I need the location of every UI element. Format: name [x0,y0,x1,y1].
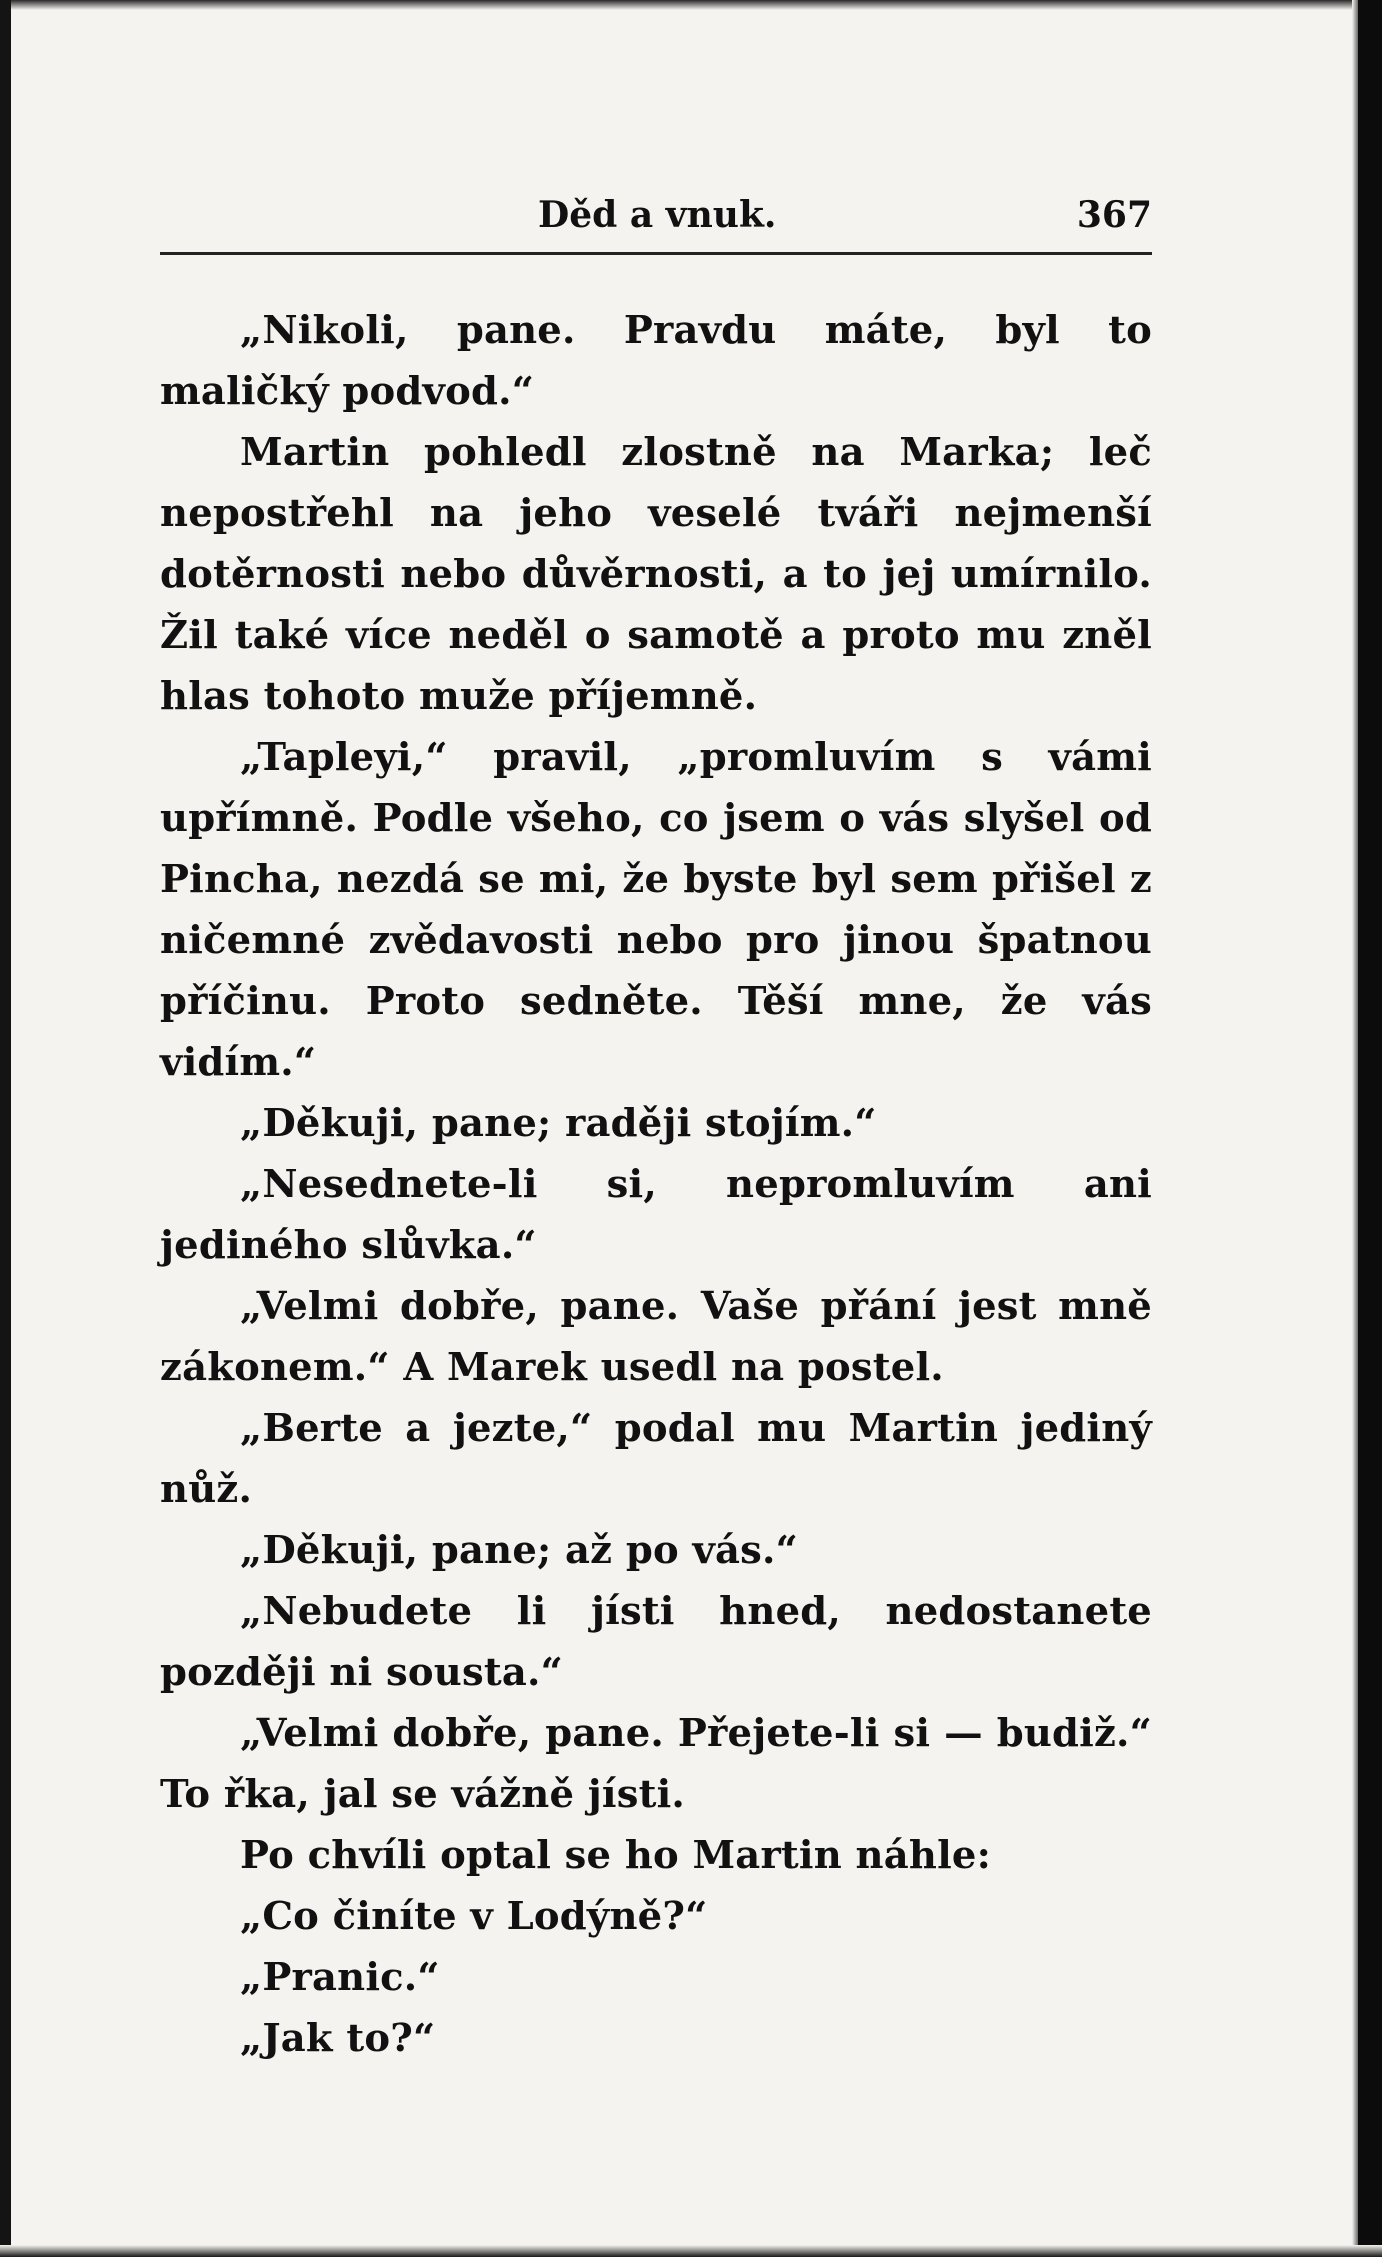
paragraph: „Nebudete li jísti hned, nedostanete později ni sousta.“ [160,1589,1152,1695]
paragraph: „Berte a jezte,“ podal mu Martin jediný nůž. [160,1406,1152,1512]
paragraph: „Co činíte v Lodýně?“ [240,1894,708,1939]
running-title: Děd a vnuk. [538,194,777,236]
page-number: 367 [1076,194,1152,236]
paragraph: Po chvíli optal se ho Martin náhle: [240,1833,992,1878]
page-edge-bottom [0,2245,1382,2257]
paragraph: „Tapleyi,“ pravil, „promluvím s vámi upřímně. Podle všeho, co jsem o vás slyšel od Pincha, nezdá se mi, že byste byl sem přišel z ničemné zvědavosti nebo pro jinou špatnou příčinu. Proto sedněte. Těší mne, že vás vidím.“ [160,735,1152,1085]
body-text [160,300,1152,2069]
paragraph: „Děkuji, pane; raději stojím.“ [240,1101,877,1146]
paragraph: „Velmi dobře, pane. Vaše přání jest mně zákonem.“ A Marek usedl na postel. [160,1284,1152,1390]
running-header [160,180,1152,250]
paragraph: „Děkuji, pane; až po vás.“ [240,1528,798,1573]
page-edge-top [0,0,1382,10]
page-edge-right [1358,0,1382,2257]
book-page [160,180,1152,2061]
page-edge-left [0,0,11,2257]
paragraph: „Pranic.“ [240,1955,440,2000]
paragraph: „Nikoli, pane. Pravdu máte, byl to maličký podvod.“ [160,308,1152,414]
paragraph: „Velmi dobře, pane. Přejete-li si — budiž.“ To řka, jal se vážně jísti. [160,1711,1152,1817]
paragraph: Martin pohledl zlostně na Marka; leč nepostřehl na jeho veselé tváři nejmenší dotěrnosti nebo důvěrnosti, a to jej umírnilo. Žil také více neděl o samotě a proto mu zněl hlas tohoto muže příjemně. [160,430,1152,719]
paragraph: „Nesednete-li si, nepromluvím ani jediného slůvka.“ [160,1162,1152,1268]
header-rule [160,252,1152,255]
paragraph: „Jak to?“ [240,2016,436,2061]
